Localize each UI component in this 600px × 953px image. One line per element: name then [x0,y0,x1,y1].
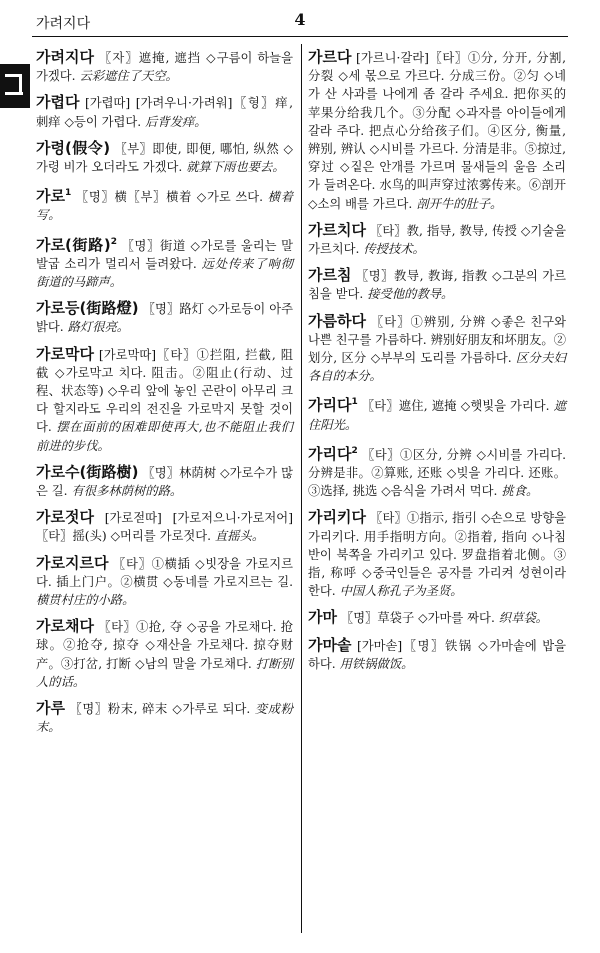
homonym-number: 2 [351,445,358,456]
homonym-number: 2 [110,236,117,247]
headword: 가름하다 [308,311,366,330]
example-translation: 横贯村庄的小路。 [36,593,135,608]
example-translation: 摆在面前的困难即使再大,也不能阻止我们前进的步伐。 [36,420,293,453]
definition: 〖명〗横〖부〗横着 ◇가로 쓰다. [75,190,264,205]
example-translation: 中国人称孔子为圣贤。 [339,584,463,599]
headword: 가르다 [308,48,352,66]
running-head: 가려지다 [36,16,91,32]
definition: 〖명〗林荫树 ◇가로수가 많은 길. [36,465,293,499]
homonym-number: 1 [351,397,358,408]
dictionary-entry [36,184,293,224]
dictionary-entry [36,699,293,736]
headword: 가마 [308,608,337,627]
page-number: 4 [294,10,306,29]
definition: 〖명〗街道 ◇가로를 울리는 말발굽 소리가 멀리서 들려왔다. [36,238,293,271]
definition: 〖타〗①区分, 分辨 ◇시비를 가리다. 分辨是非。②算账, 还账 ◇빚을 가리다. 还账。③选择, 挑选 ◇음식을 가려서 먹다. [308,447,566,499]
dictionary-entry [36,93,293,130]
headword-text: 가리다 [308,396,352,415]
definition: 〖명〗路灯 ◇가로등이 아주 밝다. [36,302,293,335]
definition: [가마솓]〖명〗铁锅 ◇가마솥에 밥을 하다. [308,638,566,671]
example-translation: 后背发痒。 [145,114,207,129]
definition: 〖명〗草袋子 ◇가마를 짜다. [340,611,495,626]
dictionary-entry [308,636,566,673]
definition: 〖타〗遮住, 遮掩 ◇햇빛을 가리다. [361,399,550,414]
dictionary-entry [36,48,293,85]
example-translation: 遮住阳光。 [308,399,566,432]
headword: 가려지다 [36,48,94,66]
dictionary-entry [308,393,566,433]
example-translation: 挑食。 [501,484,539,499]
example-translation: 区分夫妇各自的本分。 [308,351,566,384]
definition: 〖명〗粉末, 碎末 ◇가루로 되다. [69,702,251,717]
example-translation: 云彩遮住了天空。 [79,69,178,84]
dictionary-entry [308,221,566,258]
headword: 가로막다 [36,344,94,363]
dictionary-entry [308,48,566,213]
tab-underline-icon [5,92,23,95]
example-translation: 剖开牛的肚子。 [416,196,503,211]
headword-text: 가리다 [308,444,352,463]
left-column [36,48,293,745]
example-translation: 织草袋。 [498,611,548,626]
definition: [가로막따]〖타〗①拦阻, 拦截, 阻截 ◇가로막고 치다. 阻击。②阻止(行动、过程、状态等) ◇우리 앞에 놓인 곤란이 아무리 크다 할지라도 우리의 전진을 가로막지 못할 것이다. [36,347,293,435]
dictionary-entry [36,554,293,610]
headword: 가르치다 [308,220,366,239]
headword: 가로등(街路燈) [36,299,139,318]
example-translation: 横着写。 [36,190,293,223]
definition: [가로젇따] [가로저으니·가로저어]〖타〗摇(头) ◇머리를 가로젓다. [36,511,293,544]
headword-text: 가로 [36,187,65,206]
dictionary-entry [308,442,566,501]
page-header [32,6,568,36]
headword: 가로지르다 [36,553,109,572]
headword [308,445,358,463]
example-translation: 接受他的教导。 [367,287,454,302]
headword: 가르침 [308,266,352,285]
headword: 가로채다 [36,617,94,636]
header-rule [32,36,568,37]
definition: [가렵따] [가려우니·가려워]〖형〗痒,刺痒 ◇등이 가렵다. [36,96,293,129]
headword: 가렵다 [36,93,80,112]
dictionary-entry [36,139,293,176]
headword [36,187,71,205]
example-translation: 变成粉末。 [36,702,293,735]
headword: 가령(假令) [36,138,111,157]
definition: 〖타〗①抢, 夺 ◇공을 가로채다. 抢球。②抢夺, 掠夺 ◇재산을 가로채다. 掠夺财产。③打岔, 打断 ◇남의 말을 가로채다. [36,620,293,671]
definition: 〖부〗即使, 即便, 哪怕, 纵然 ◇가령 비가 오더라도 가겠다. [36,141,293,175]
dictionary-entry [36,299,293,336]
dictionary-entry [36,508,293,545]
example-translation: 有很多林荫树的路。 [71,484,183,499]
headword: 가로수(街路樹) [36,462,139,481]
example-translation: 就算下雨也要去。 [186,160,285,175]
definition: 〖명〗教导, 教诲, 指教 ◇그분의 가르침을 받다. [308,269,566,302]
example-translation: 远处传来了响彻街道的马蹄声。 [36,256,293,290]
headword: 가리키다 [308,508,366,527]
giyeok-glyph-icon [5,74,22,93]
definition: 〖타〗①横插 ◇빗장을 가로지르다. 插上门户。②横贯 ◇동네를 가로지르는 길. [36,556,293,589]
thumb-index-tab [0,64,30,108]
definition: [가르니·갈라]〖타〗①分, 分开, 分割, 分裂 ◇세 몫으로 가르다. 分成三份。②匀 ◇네가 산 사과를 나에게 좀 갈라 주세요. 把你买的苹果分给我几个。③分配 ◇과자를 아이들에게 갈라 주다. 把点心分给孩子们。④区分, 衡量, 辨别, 辨认 ◇시비를 가르다. 分清是非。⑤掠过, 穿过 ◇짙은 안개를 가르며 물새들의 울음 소리가 들려온다. 水鸟的叫声穿过浓雾传来。⑥剖开 ◇소의 배를 가르다. [308,51,566,211]
dictionary-entry [36,463,293,500]
definition: 〖타〗①辨别, 分辨 ◇좋은 친구와 나쁜 친구를 가름하다. 辨别好朋友和坏朋友。②划分, 区分 ◇부부의 도리를 가름하다. [308,314,566,366]
headword: 가로젓다 [36,508,94,527]
headword [36,236,117,254]
homonym-number: 1 [64,188,72,199]
dictionary-entry [308,608,566,627]
example-translation: 直摇头。 [214,529,265,544]
example-translation: 传授技术。 [363,242,425,257]
dictionary-entry [36,617,293,691]
dictionary-entry [308,266,566,303]
definition: 〖타〗教, 指导, 教导, 传授 ◇기술을 가르치다. [308,223,566,257]
example-translation: 用铁锅做饭。 [339,656,414,671]
definition: 〖자〗遮掩, 遮挡 ◇구름이 하늘을 가겠다. [36,51,293,84]
dictionary-entry [308,508,566,600]
definition: 〖타〗①指示, 指引 ◇손으로 방향을 가리키다. 用手指明方向。②指着, 指向 ◇나침반이 북쪽을 가리키고 있다. 罗盘指着北侧。③指, 称呼 ◇중국인들은 공자를 가리켜 성현이라 한다. [308,511,566,599]
dictionary-entry [36,233,293,292]
headword: 가마솥 [308,635,352,654]
column-divider [301,44,302,933]
right-column [308,48,566,681]
headword [308,396,358,414]
headword-text: 가로(街路) [36,235,111,254]
dictionary-entry [308,312,566,386]
headword: 가루 [36,699,65,718]
example-translation: 打断别人的话。 [36,656,293,689]
example-translation: 路灯很亮。 [67,320,130,335]
dictionary-entry [36,345,293,455]
